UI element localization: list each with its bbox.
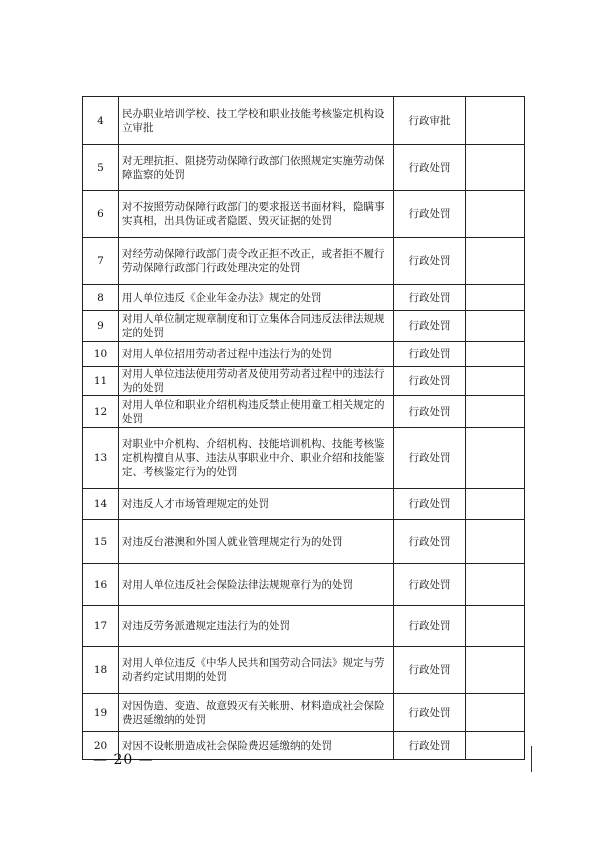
row-description: 用人单位违反《企业年金办法》规定的处罚 <box>119 285 394 311</box>
row-type: 行政处罚 <box>394 311 466 342</box>
table-row <box>83 520 525 564</box>
row-number: 9 <box>83 311 119 342</box>
row-type: 行政处罚 <box>394 647 466 694</box>
row-type: 行政处罚 <box>394 285 466 311</box>
table-row <box>83 238 525 285</box>
row-blank-cell <box>466 97 525 145</box>
table-row <box>83 606 525 647</box>
row-blank-cell <box>466 342 525 367</box>
row-blank-cell <box>466 428 525 489</box>
row-type: 行政处罚 <box>394 694 466 732</box>
row-description: 对无理抗拒、阻挠劳动保障行政部门依照规定实施劳动保障监察的处罚 <box>119 145 394 191</box>
table-row <box>83 428 525 489</box>
table-row <box>83 311 525 342</box>
table-row <box>83 191 525 238</box>
row-description: 对用人单位违反社会保险法律法规规章行为的处罚 <box>119 564 394 606</box>
row-description: 对用人单位招用劳动者过程中违法行为的处罚 <box>119 342 394 367</box>
row-number: 8 <box>83 285 119 311</box>
row-blank-cell <box>466 520 525 564</box>
table-row <box>83 145 525 191</box>
row-type: 行政处罚 <box>394 732 466 760</box>
row-type: 行政处罚 <box>394 367 466 396</box>
row-type: 行政处罚 <box>394 564 466 606</box>
row-type: 行政处罚 <box>394 428 466 489</box>
row-number: 19 <box>83 694 119 732</box>
row-type: 行政审批 <box>394 97 466 145</box>
row-number: 10 <box>83 342 119 367</box>
table-row <box>83 694 525 732</box>
row-blank-cell <box>466 732 525 760</box>
row-description: 对因不设帐册造成社会保险费迟延缴纳的处罚 <box>119 732 394 760</box>
row-blank-cell <box>466 489 525 520</box>
row-blank-cell <box>466 647 525 694</box>
row-number: 12 <box>83 396 119 428</box>
table-row <box>83 564 525 606</box>
table-row <box>83 97 525 145</box>
table-row <box>83 396 525 428</box>
row-description: 对不按照劳动保障行政部门的要求报送书面材料，隐瞒事实真相，出具伪证或者隐匿、毁灭证据的处罚 <box>119 191 394 238</box>
row-number: 6 <box>83 191 119 238</box>
row-description: 对违反人才市场管理规定的处罚 <box>119 489 394 520</box>
row-number: 13 <box>83 428 119 489</box>
row-description: 对用人单位违法使用劳动者及使用劳动者过程中的违法行为的处罚 <box>119 367 394 396</box>
row-type: 行政处罚 <box>394 145 466 191</box>
row-description: 对违反劳务派遣规定违法行为的处罚 <box>119 606 394 647</box>
table-row <box>83 489 525 520</box>
row-number: 5 <box>83 145 119 191</box>
row-blank-cell <box>466 191 525 238</box>
row-description: 对职业中介机构、介绍机构、技能培训机构、技能考核鉴定机构擅自从事、违法从事职业中介、职业介绍和技能鉴定、考核鉴定行为的处罚 <box>119 428 394 489</box>
row-type: 行政处罚 <box>394 520 466 564</box>
row-type: 行政处罚 <box>394 396 466 428</box>
row-number: 18 <box>83 647 119 694</box>
row-description: 对用人单位违反《中华人民共和国劳动合同法》规定与劳动者约定试用期的处罚 <box>119 647 394 694</box>
row-description: 对经劳动保障行政部门责令改正拒不改正，或者拒不履行劳动保障行政部门行政处理决定的处罚 <box>119 238 394 285</box>
row-blank-cell <box>466 145 525 191</box>
row-description: 对违反台港澳和外国人就业管理规定行为的处罚 <box>119 520 394 564</box>
row-number: 15 <box>83 520 119 564</box>
row-number: 7 <box>83 238 119 285</box>
row-number: 16 <box>83 564 119 606</box>
row-description: 对因伪造、变造、故意毁灭有关帐册、材料造成社会保险费迟延缴纳的处罚 <box>119 694 394 732</box>
row-blank-cell <box>466 238 525 285</box>
row-number: 17 <box>83 606 119 647</box>
row-blank-cell <box>466 311 525 342</box>
row-blank-cell <box>466 564 525 606</box>
row-description: 民办职业培训学校、技工学校和职业技能考核鉴定机构设立审批 <box>119 97 394 145</box>
row-blank-cell <box>466 285 525 311</box>
table-row <box>83 285 525 311</box>
table-row <box>83 647 525 694</box>
row-description: 对用人单位和职业介绍机构违反禁止使用童工相关规定的处罚 <box>119 396 394 428</box>
margin-mark <box>531 746 532 772</box>
row-type: 行政处罚 <box>394 342 466 367</box>
row-description: 对用人单位制定规章制度和订立集体合同违反法律法规规定的处罚 <box>119 311 394 342</box>
table-row <box>83 367 525 396</box>
row-number: 14 <box>83 489 119 520</box>
items-table <box>82 96 525 760</box>
row-number: 20 <box>83 732 119 760</box>
row-blank-cell <box>466 694 525 732</box>
table-row <box>83 342 525 367</box>
row-blank-cell <box>466 367 525 396</box>
row-number: 4 <box>83 97 119 145</box>
row-type: 行政处罚 <box>394 489 466 520</box>
row-type: 行政处罚 <box>394 238 466 285</box>
row-number: 11 <box>83 367 119 396</box>
row-blank-cell <box>466 606 525 647</box>
row-type: 行政处罚 <box>394 606 466 647</box>
row-type: 行政处罚 <box>394 191 466 238</box>
page-number: — 20 — <box>93 752 154 768</box>
row-blank-cell <box>466 396 525 428</box>
